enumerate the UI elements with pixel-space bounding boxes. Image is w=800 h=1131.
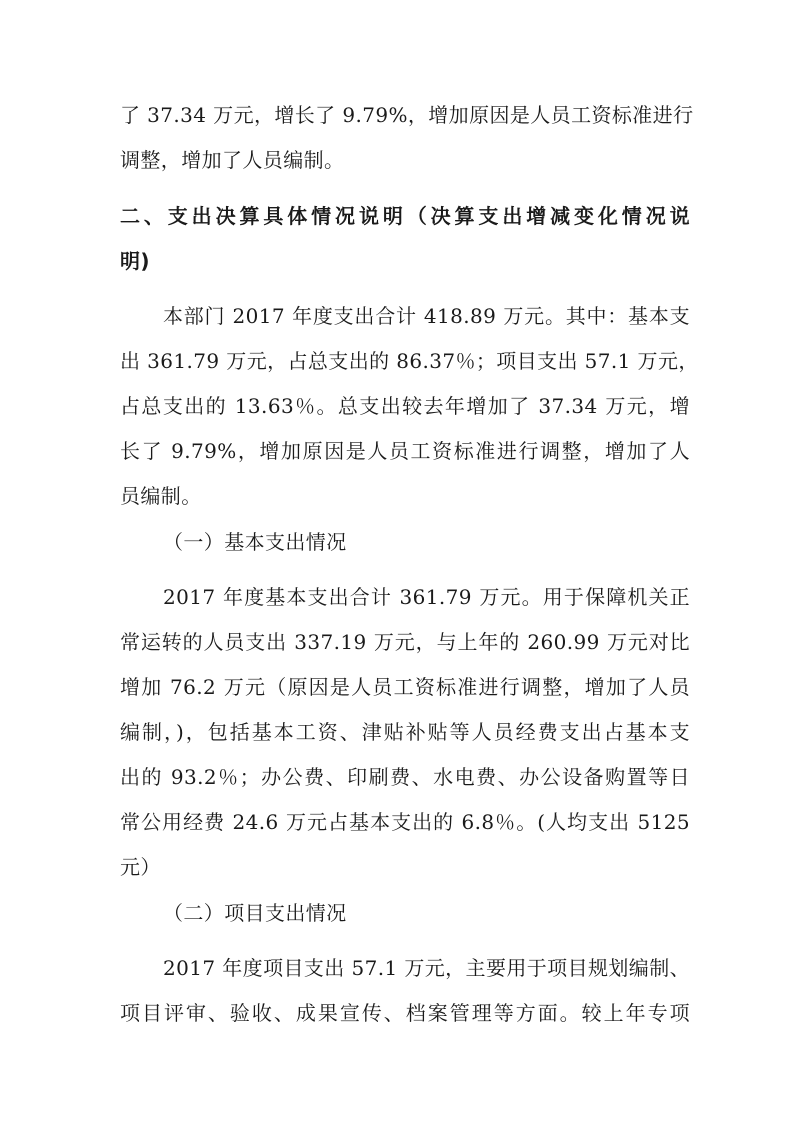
paragraph-line: 占总支出的 13.63％。总支出较去年增加了 37.34 万元，增 — [120, 394, 690, 418]
sub-heading-project-expenditure: （二）项目支出情况 — [163, 901, 347, 925]
paragraph-line: 出 361.79 万元，占总支出的 86.37％；项目支出 57.1 万元， — [120, 349, 699, 373]
paragraph-line: 员编制。 — [120, 484, 202, 508]
paragraph-line: 项目评审、验收、成果宣传、档案管理等方面。较上年专项 — [120, 1001, 690, 1025]
paragraph-line: 增加 76.2 万元（原因是人员工资标准进行调整，增加了人员 — [120, 675, 690, 699]
paragraph-line: 本部门 2017 年度支出合计 418.89 万元。其中：基本支 — [163, 304, 690, 328]
paragraph-line: 2017 年度基本支出合计 361.79 万元。用于保障机关正 — [163, 585, 690, 609]
section-heading-continued: 明) — [120, 249, 150, 273]
paragraph-line: 常公用经费 24.6 万元占基本支出的 6.8％。(人均支出 5125 — [120, 810, 690, 834]
paragraph-line: 元） — [120, 855, 161, 879]
paragraph-line: 常运转的人员支出 337.19 万元，与上年的 260.99 万元对比 — [120, 630, 690, 654]
sub-heading-basic-expenditure: （一）基本支出情况 — [163, 530, 347, 554]
paragraph-line: 调整，增加了人员编制。 — [120, 148, 345, 172]
paragraph-line: 编制，)，包括基本工资、津贴补贴等人员经费支出占基本支 — [120, 720, 690, 744]
section-heading: 二、支出决算具体情况说明（决算支出增减变化情况说 — [120, 204, 690, 228]
paragraph-line: 了 37.34 万元，增长了 9.79%，增加原因是人员工资标准进行 — [120, 103, 694, 127]
paragraph-line: 长了 9.79%，增加原因是人员工资标准进行调整，增加了人 — [120, 439, 690, 463]
paragraph-line: 出的 93.2％；办公费、印刷费、水电费、办公设备购置等日 — [120, 765, 690, 789]
paragraph-line: 2017 年度项目支出 57.1 万元，主要用于项目规划编制、 — [163, 956, 690, 980]
